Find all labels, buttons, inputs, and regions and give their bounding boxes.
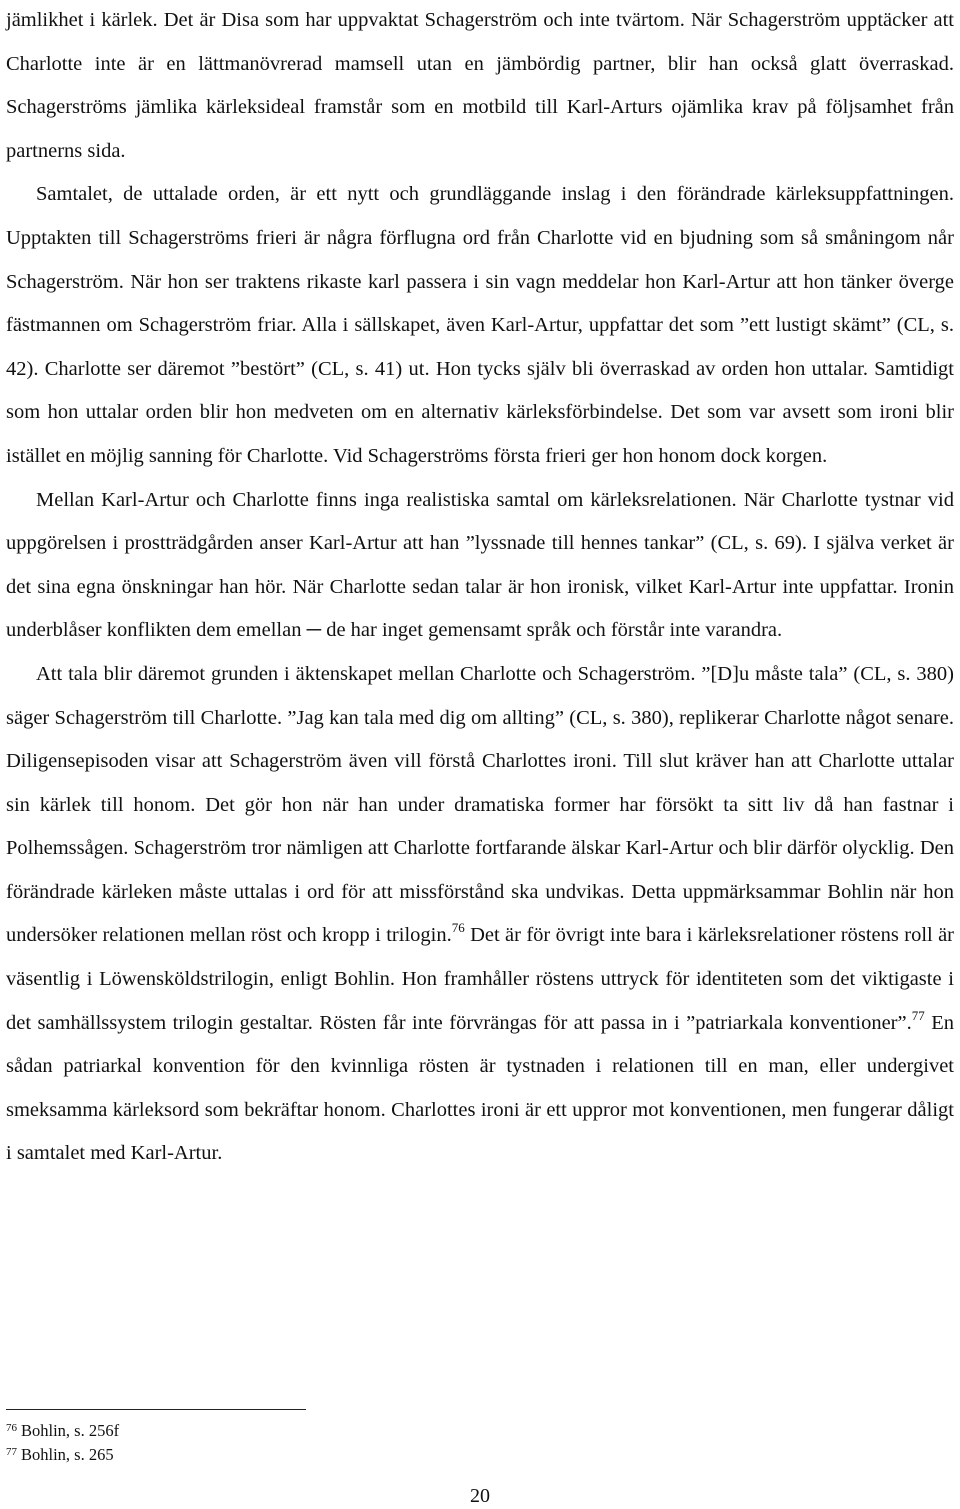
page-number: 20 bbox=[470, 1485, 490, 1507]
footnotes bbox=[6, 1419, 606, 1467]
footnote-text: Bohlin, s. 265 bbox=[21, 1445, 114, 1464]
paragraph-text: Det är för övrigt inte bara i kärleksrelationer röstens roll är väsentlig i Löwensköldstrilogin, enligt Bohlin. Hon framhåller röstens uttryck för identiteten som det viktigaste i det samhällssystem trilogin gestaltar. Rösten får inte förvrängas för att passa in i ”patriarkala konventioner”. bbox=[6, 924, 955, 1034]
footnote-reference-76: 76 bbox=[451, 920, 465, 936]
paragraph-text: En sådan patriarkal konvention för den kvinnliga rösten är tystnaden i relationen till en man, eller undergivet smeksamma kärleksord som bekräftar honom. Charlottes ironi är ett uppror mot konventionen, men fungerar dåligt i samtalet med Karl-Artur. bbox=[6, 1011, 954, 1165]
footnote-reference-77: 77 bbox=[911, 1007, 925, 1023]
paragraph-1 bbox=[6, 0, 954, 173]
paragraph-text: Mellan Karl-Artur och Charlotte finns inga realistiska samtal om kärleksrelationen. När Charlotte tystnar vid uppgörelsen i prostträdgården anser Karl-Artur att han ”lyssnade till hennes tankar” (CL, s. 69). I själva verket är det sina egna önskningar han hör. När Charlotte sedan talar är hon ironisk, vilket Karl-Artur inte uppfattar. Ironin underblåser konflikten dem emellan ─ de har inget gemensamt språk och förstår inte varandra. bbox=[6, 488, 954, 642]
footnote-76 bbox=[6, 1419, 606, 1443]
footnote-77 bbox=[6, 1443, 606, 1467]
paragraph-text: Samtalet, de uttalade orden, är ett nytt och grundläggande inslag i den förändrade kärleksuppfattningen. Upptakten till Schagerströms frieri är några förflugna ord från Charlotte vid en bjudning som så småningom når Schagerström. När hon ser traktens rikaste karl passera i sin vagn meddelar hon Karl-Artur att hon tänker överge fästmannen om Schagerström friar. Alla i sällskapet, även Karl-Artur, uppfattar det som ”ett lustigt skämt” (CL, s. 42). Charlotte ser däremot ”bestört” (CL, s. 41) ut. Hon tycks själv bli överraskad av orden hon uttalar. Samtidigt som hon uttalar orden blir hon medveten om en alternativ kärleksförbindelse. Det som var avsett som ironi blir istället en möjlig sanning för Charlotte. Vid Schagerströms första frieri ger hon honom dock korgen. bbox=[6, 183, 954, 467]
body-text bbox=[6, 0, 954, 1176]
document-page bbox=[6, 0, 954, 1509]
paragraph-3 bbox=[6, 479, 954, 653]
footnote-number: 76 bbox=[6, 1422, 17, 1434]
footnote-separator bbox=[6, 1409, 306, 1410]
footnote-number: 77 bbox=[6, 1446, 17, 1458]
footnote-text: Bohlin, s. 256f bbox=[21, 1421, 120, 1440]
paragraph-4 bbox=[6, 653, 954, 1176]
paragraph-text: Att tala blir däremot grunden i äktenskapet mellan Charlotte och Schagerström. ”[D]u måste tala” (CL, s. 380) säger Schagerström till Charlotte. ”Jag kan tala med dig om allting” (CL, s. 380), replikerar Charlotte något senare. Diligensepisoden visar att Schagerström även vill förstå Charlottes ironi. Till slut kräver han att Charlotte uttalar sin kärlek till honom. Det gör hon när han under dramatiska former har försökt ta sitt liv då han fastnar i Polhemssågen. Schagerström tror nämligen att Charlotte fortfarande älskar Karl-Artur och blir därför olycklig. Den förändrade kärleken måste uttalas i ord för att missförstånd ska undvikas. Detta uppmärksammar Bohlin när hon undersöker relationen mellan röst och kropp i trilogin. bbox=[6, 662, 954, 947]
paragraph-text: jämlikhet i kärlek. Det är Disa som har uppvaktat Schagerström och inte tvärtom. När Schagerström upptäcker att Charlotte inte är en lättmanövrerad mamsell utan en jämbördig partner, blir han också glatt överraskad. Schagerströms jämlika kärleksideal framstår som en motbild till Karl-Arturs ojämlika krav på följsamhet från partnerns sida. bbox=[6, 9, 954, 162]
paragraph-2 bbox=[6, 173, 954, 478]
